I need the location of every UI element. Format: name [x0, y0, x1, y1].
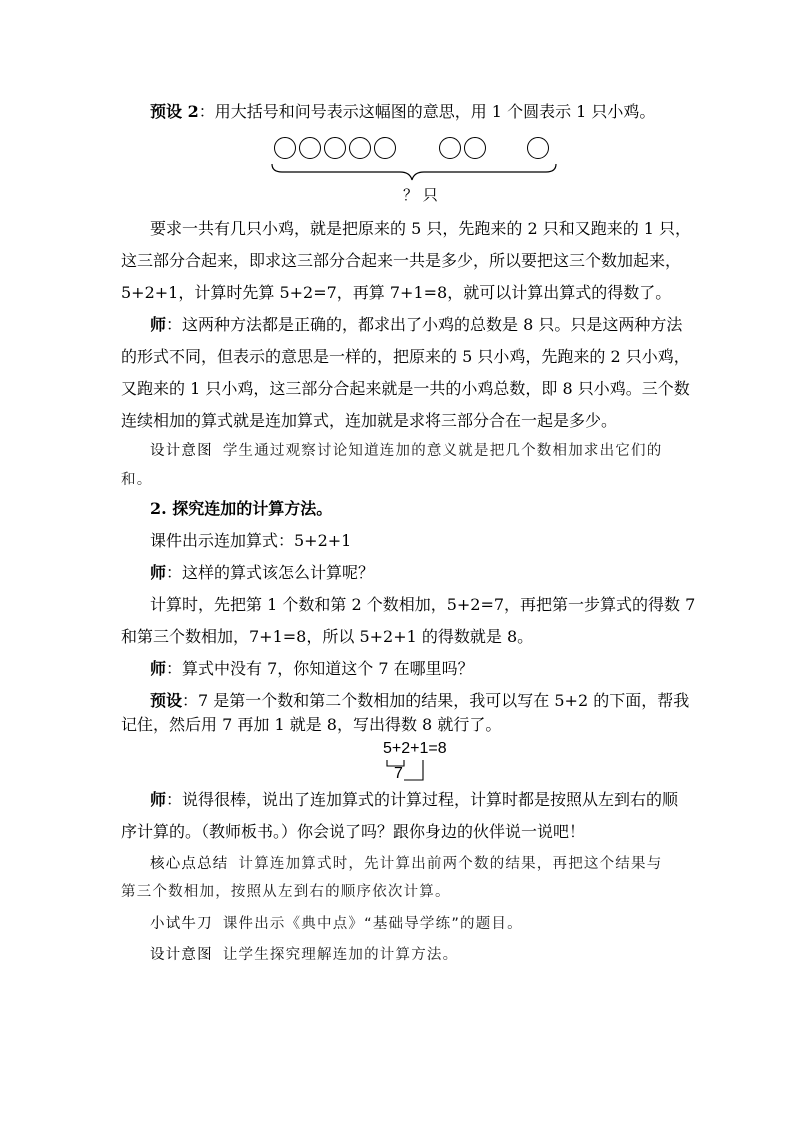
practice-text: 课件出示《典中点》“基础导学练”的题目。	[222, 916, 523, 932]
teacher-label: 师	[150, 790, 167, 809]
core-summary-line-2: 第三个数相加，按照从左到右的顺序依次计算。	[121, 884, 451, 900]
chick-circles-diagram	[270, 134, 560, 204]
core-summary-line-1	[150, 853, 710, 874]
teacher-1-line-1	[150, 315, 710, 335]
courseware-line: 课件出示连加算式：5+2+1	[150, 531, 352, 550]
teacher-2-line	[150, 563, 710, 583]
preset-3-label: 预设	[150, 691, 183, 710]
question-mark-label: ？ 只	[403, 186, 438, 204]
paragraph-2-line-1: 计算时，先把第 1 个数和第 2 个数相加，5+2=7，再把第一步算式的得数 7	[150, 595, 696, 614]
paragraph-1-line-3: 5+2+1，计算时先算 5+2=7，再算 7+1=8，就可以计算出算式的得数了。	[121, 283, 672, 302]
preset-2-text: ：用大括号和问号表示这幅图的意思，用 1 个圆表示 1 只小鸡。	[198, 102, 656, 121]
chick-circle	[299, 137, 321, 159]
teacher-label: 师	[150, 659, 167, 678]
calc-expression: 5+2+1=8	[383, 740, 447, 757]
design-intent-1-line-1	[150, 440, 710, 461]
teacher-1-line-4: 连续相加的算式就是连加算式，连加就是求将三部分合在一起是多少。	[121, 411, 618, 430]
chick-circle	[374, 137, 396, 159]
preset-3-line-2: 记住，然后用 7 再加 1 就是 8，写出得数 8 就行了。	[121, 715, 502, 734]
teacher-4-text: ：说得很棒，说出了连加算式的计算过程，计算时都是按照从左到右的顺	[166, 790, 679, 809]
paragraph-1-line-2: 这三部分合起来，即求这三部分合起来一共是多少，所以要把这三个数加起来，	[121, 251, 682, 270]
design-intent-label: 设计意图	[150, 443, 213, 459]
teacher-1-text: ：这两种方法都是正确的，都求出了小鸡的总数是 8 只。只是这两种方法	[166, 315, 683, 334]
practice-label: 小试牛刀	[150, 916, 213, 932]
calc-intermediate: 7	[394, 765, 403, 782]
preset-3-line-1	[150, 691, 710, 711]
design-intent-2-line	[150, 944, 710, 965]
chick-circle	[464, 137, 486, 159]
paragraph-1-line-1: 要求一共有几只小鸡，就是把原来的 5 只，先跑来的 2 只和又跑来的 1 只，	[150, 219, 692, 238]
preset-2-label: 预设 2	[150, 102, 199, 121]
calc-bracket-icon	[370, 740, 470, 790]
paragraph-2-line-2: 和第三个数相加，7+1=8，所以 5+2+1 的得数就是 8。	[121, 627, 534, 646]
teacher-4-line-2: 序计算的。（教师板书。）你会说了吗？跟你身边的伙伴说一说吧！	[121, 822, 586, 841]
preset-3-text: ：7 是第一个数和第二个数相加的结果，我可以写在 5+2 的下面，帮我	[182, 691, 690, 710]
section-2-title: 2. 探究连加的计算方法。	[150, 499, 333, 518]
teacher-label: 师	[150, 563, 167, 582]
calculation-diagram	[370, 740, 470, 790]
curly-brace-icon	[270, 162, 560, 184]
teacher-4-line-1	[150, 790, 710, 810]
teacher-label: 师	[150, 315, 167, 334]
teacher-3-line	[150, 659, 710, 679]
design-intent-1-text: 学生通过观察讨论知道连加的意义就是把几个数相加求出它们的	[222, 443, 663, 459]
preset-2-line	[150, 102, 710, 122]
core-summary-text: 计算连加算式时，先计算出前两个数的结果，再把这个结果与	[238, 856, 663, 872]
chick-circle	[527, 137, 549, 159]
chick-circle	[324, 137, 346, 159]
teacher-1-line-3: 又跑来的 1 只小鸡，这三部分合起来就是一共的小鸡总数，即 8 只小鸡。三个数	[121, 379, 690, 398]
design-intent-2-text: 让学生探究理解连加的计算方法。	[222, 947, 459, 963]
teacher-3-text: ：算式中没有 7，你知道这个 7 在哪里吗？	[166, 659, 474, 678]
core-summary-label: 核心点总结	[150, 856, 229, 872]
chick-circle	[439, 137, 461, 159]
practice-line	[150, 913, 710, 934]
teacher-1-line-2: 的形式不同，但表示的意思是一样的，把原来的 5 只小鸡，先跑来的 2 只小鸡，	[121, 347, 690, 366]
chick-circle	[274, 137, 296, 159]
design-intent-1-line-2: 和。	[121, 472, 153, 488]
teacher-2-text: ：这样的算式该怎么计算呢？	[166, 563, 375, 582]
design-intent-label: 设计意图	[150, 947, 213, 963]
chick-circle	[349, 137, 371, 159]
